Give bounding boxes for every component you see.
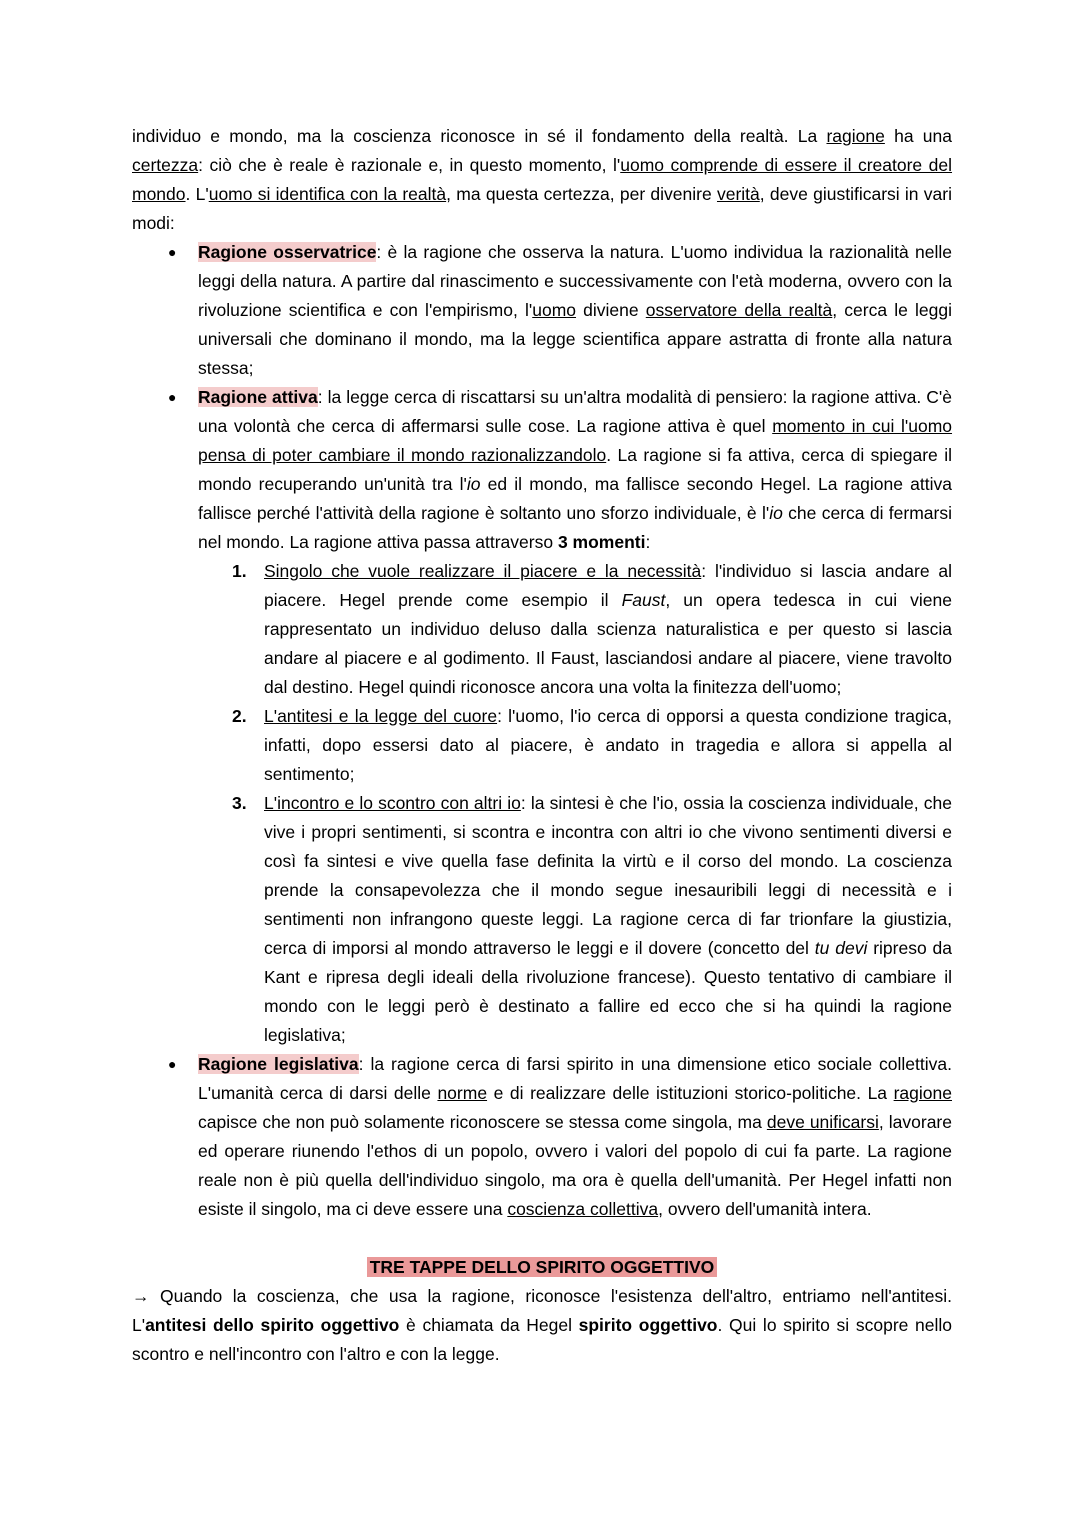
ragione-attiva-text: Ragione attiva: la legge cerca di riscattarsi su un'altra modalità di pensiero: la ragione attiva. C'è una volontà che cerca di affermarsi sulle cose. La ragione attiva è quel momento in cui l'uomo pensa di poter cambiare il mondo razionalizzandolo. La ragione si fa attiva, cerca di spiegare il mondo recuperando un'unità tra l'io ed il mondo, ma fallisce secondo Hegel. La ragione attiva fallisce perché l'attività della ragione è soltanto uno sforzo individuale, è l'io che cerca di fermarsi nel mondo. La ragione attiva passa attraverso 3 momenti: [198,387,953,552]
list-item-ragione-legislativa [132,1050,952,1224]
ragione-legislativa-text: Ragione legislativa: la ragione cerca di farsi spirito in una dimensione etico sociale collettiva. L'umanità cerca di darsi delle norme e di realizzare delle istituzioni storico-politiche. La ragione capisce che non può solamente riconoscere se stessa come singola, ma deve unificarsi, lavorare ed operare riunendo l'ethos di un popolo, ovvero i valori del popolo di cui fa parte. La ragione reale non è più quella dell'individuo singolo, ma ora è quella dell'umanità. Per Hegel infatti non esiste il singolo, ma ci deve essere una coscienza collettiva, ovvero dell'umanità intera. [198,1054,952,1219]
moment-2-text: L'antitesi e la legge del cuore: l'uomo, l'io cerca di opporsi a questa condizione tragica, infatti, dopo essersi dato al piacere, è andato in tragedia e allora si appella al sentimento; [264,706,952,784]
intro-paragraph: individuo e mondo, ma la coscienza riconosce in sé il fondamento della realtà. La ragione ha una certezza: ciò che è reale è razionale e, in questo momento, l'uomo comprende di essere il creatore del mondo. L'uomo si identifica con la realtà, ma questa certezza, per divenire verità, deve giustificarsi in vari modi: [132,126,953,233]
bullet-icon: ● [168,1056,177,1072]
item-number: 1. [232,561,247,581]
list-item-moment-2 [198,702,952,789]
section-heading [132,1253,952,1282]
bullet-icon: ● [168,389,177,405]
item-number: 2. [232,706,247,726]
section-heading-text: TRE TAPPE DELLO SPIRITO OGGETTIVO [367,1257,718,1277]
list-item-moment-1 [198,557,952,702]
moment-3-text: L'incontro e lo scontro con altri io: la sintesi è che l'io, ossia la coscienza individuale, che vive i propri sentimenti, si scontra e incontra con altri io che vivono sentimenti diversi e così fa sintesi e vive quella fase definita la virtù e il corso del mondo. La coscienza prende la consapevolezza che il mondo segue inesauribili leggi di necessità e i sentimenti non infrangono queste leggi. La ragione cerca di far trionfare la giustizia, cerca di imporsi al mondo attraverso le leggi e il dovere (concetto del tu devi ripreso da Kant e ripresa degli ideali della rivoluzione francese). Questo tentativo di cambiare il mondo con le leggi però è destinato a fallire ed ecco che si ha quindi la ragione legislativa; [264,793,953,1045]
item-number: 3. [232,793,247,813]
moment-1-text: Singolo che vuole realizzare il piacere e la necessità: l'individuo si lascia andare al piacere. Hegel prende come esempio il Faust, un opera tedesca in cui viene rappresentato un individuo deluso dalla scienza naturalistica e per questo si lascia andare al piacere e al godimento. Il Faust, lasciandosi andare al piacere, viene travolto dal destino. Hegel quindi riconosce ancora una volta la finitezza dell'uomo; [264,561,952,697]
reason-modes-list [132,238,952,1224]
bullet-icon: ● [168,244,177,260]
list-item-ragione-osservatrice [132,238,952,383]
three-moments-list [198,557,952,1050]
list-item-ragione-attiva [132,383,952,1050]
outro-paragraph: → Quando la coscienza, che usa la ragione, riconosce l'esistenza dell'altro, entriamo nell'antitesi. L'antitesi dello spirito oggettivo è chiamata da Hegel spirito oggettivo. Qui lo spirito si scopre nello scontro e nell'incontro con l'altro e con la legge. [132,1286,953,1364]
ragione-osservatrice-text: Ragione osservatrice: è la ragione che osserva la natura. L'uomo individua la razionalità nelle leggi della natura. A partire dal rinascimento e successivamente con l'età moderna, ovvero con la rivoluzione scientifica e con l'empirismo, l'uomo diviene osservatore della realtà, cerca le leggi universali che dominano il mondo, ma la legge scientifica appare astratta di fronte alla natura stessa; [198,242,952,378]
list-item-moment-3 [198,789,952,1050]
